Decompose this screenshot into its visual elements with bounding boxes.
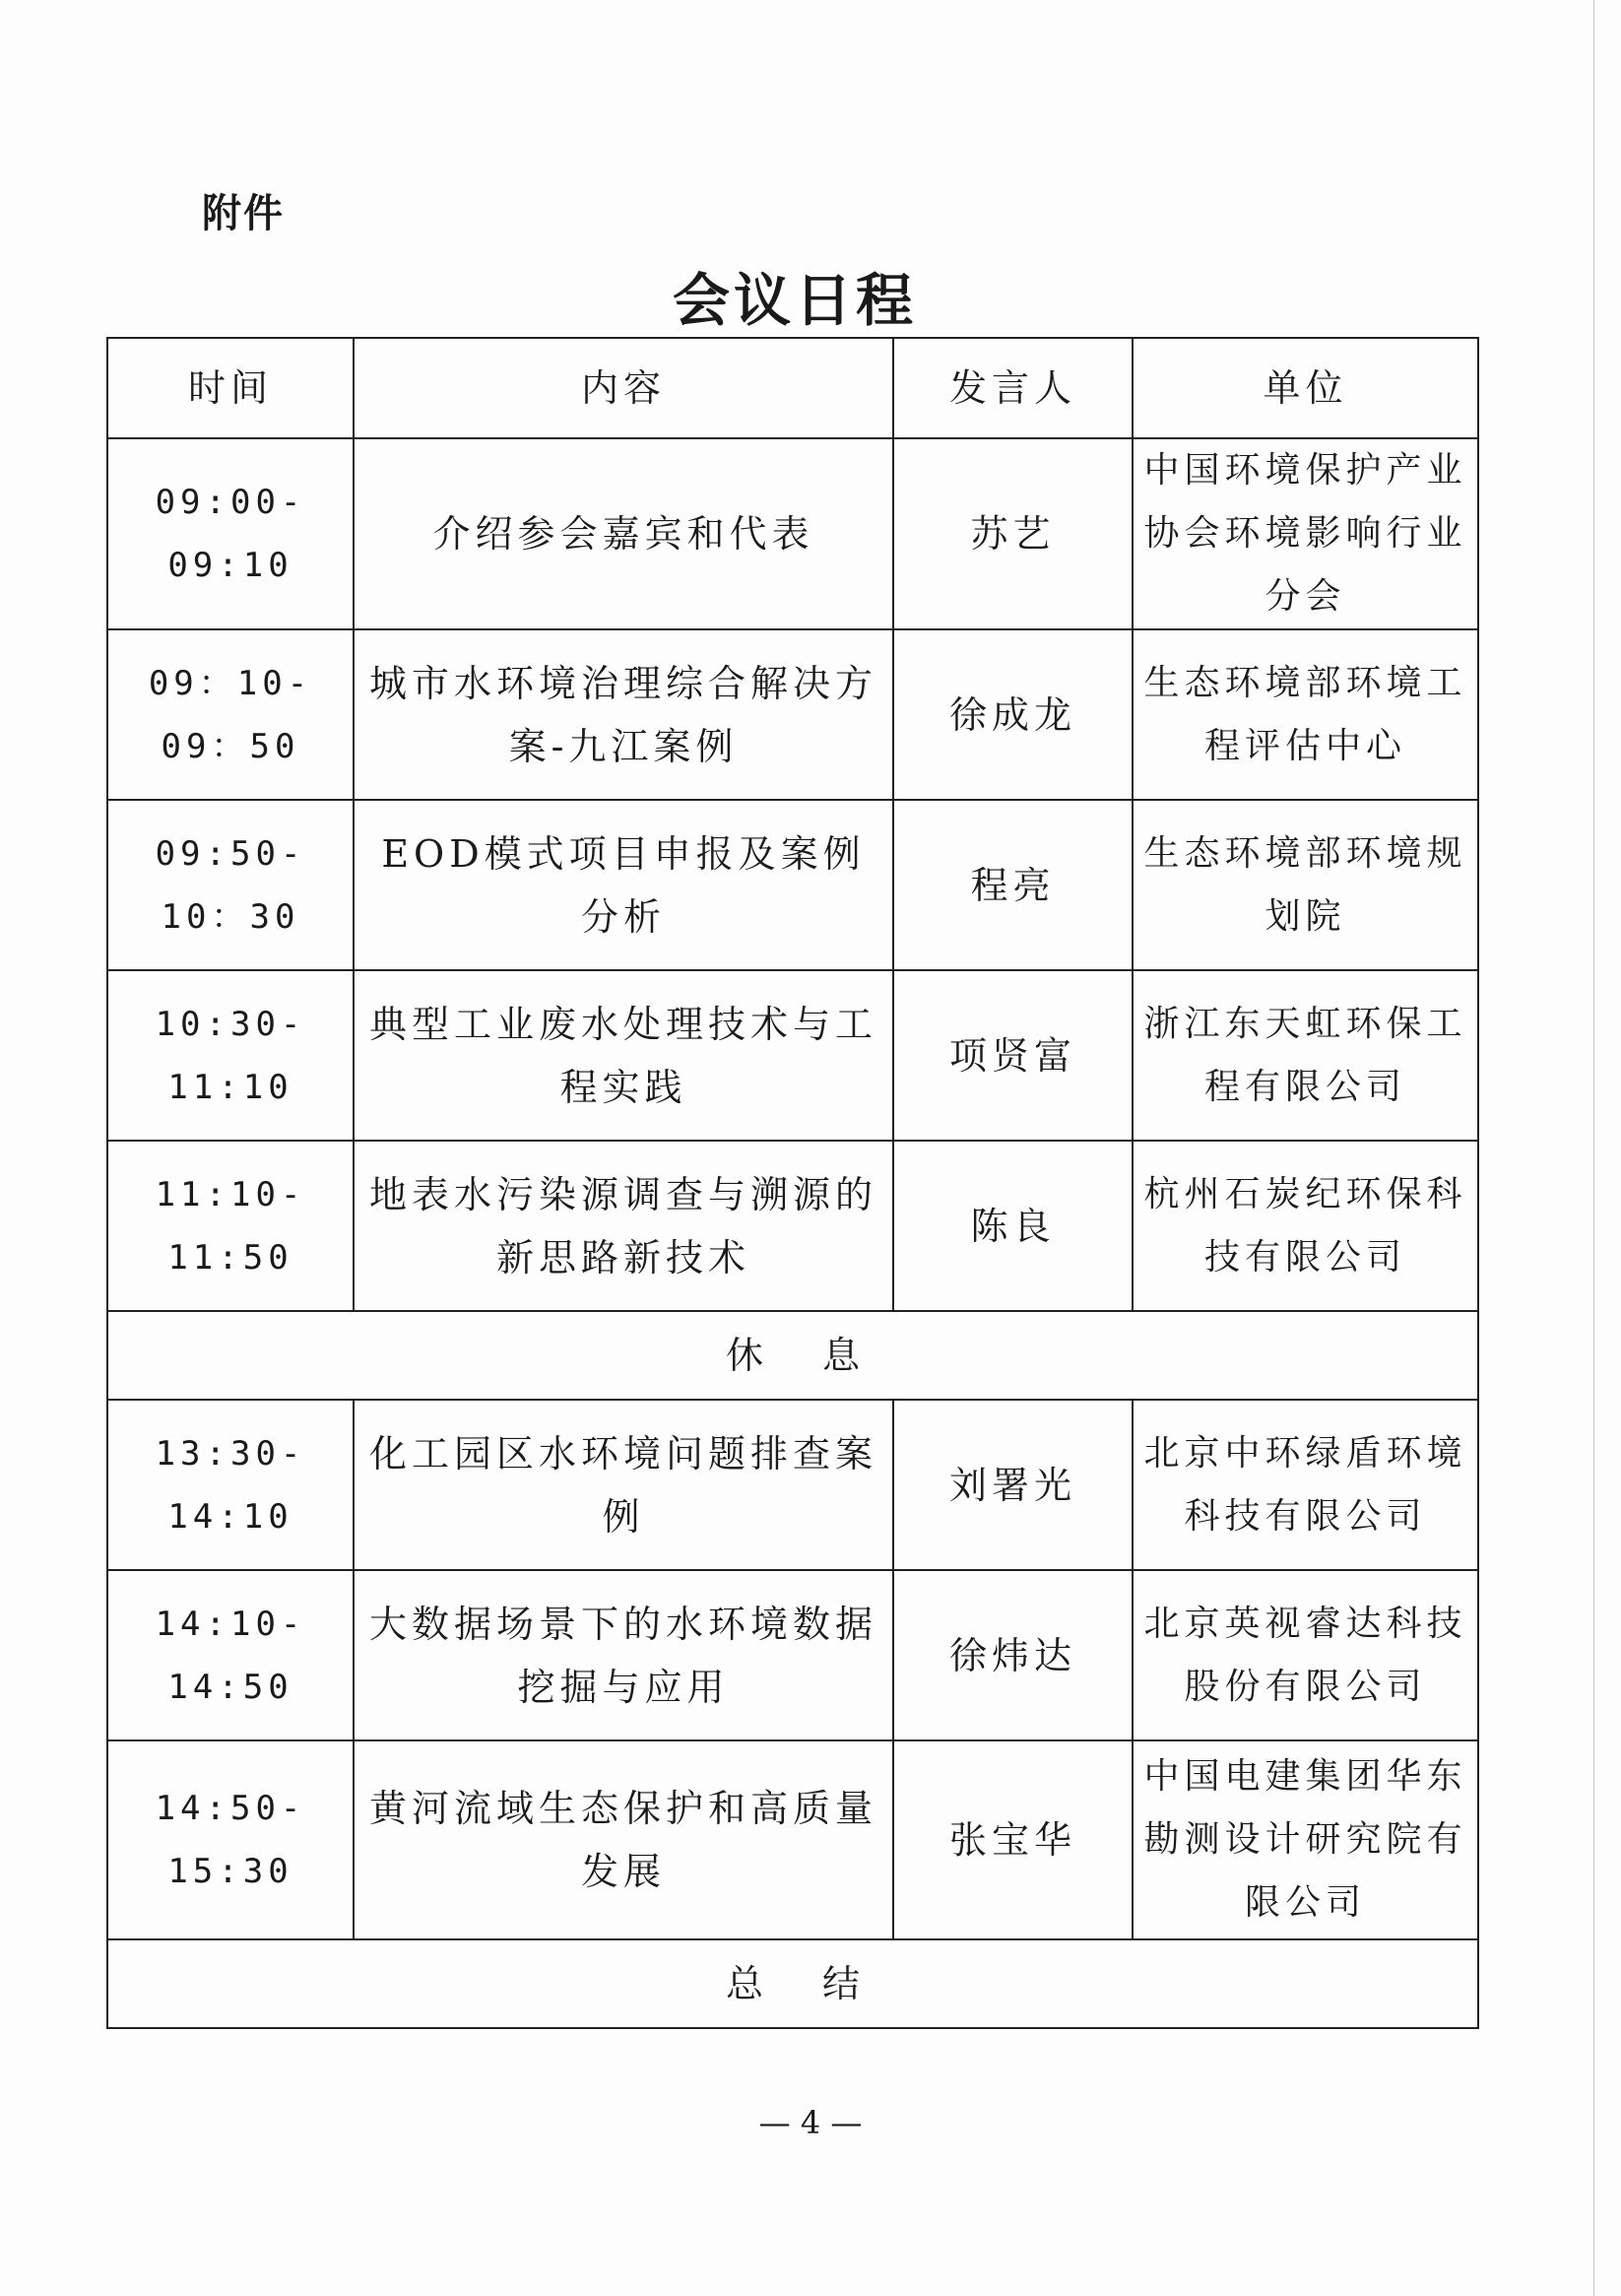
table-row xyxy=(107,1400,1478,1570)
schedule-table xyxy=(106,337,1479,2029)
cell-content: EOD模式项目申报及案例分析 xyxy=(354,800,893,970)
cell-content: 城市水环境治理综合解决方案-九江案例 xyxy=(354,629,893,800)
header-speaker: 发言人 xyxy=(893,338,1133,438)
cell-content: 典型工业废水处理技术与工程实践 xyxy=(354,970,893,1141)
cell-time: 13:30-14:10 xyxy=(107,1400,354,1570)
summary-cell xyxy=(107,1939,1478,2028)
table-row xyxy=(107,800,1478,970)
summary-label: 总结 xyxy=(725,1962,919,2005)
cell-unit: 北京中环绿盾环境科技有限公司 xyxy=(1133,1400,1478,1570)
cell-speaker: 陈良 xyxy=(893,1141,1133,1311)
cell-unit: 北京英视睿达科技股份有限公司 xyxy=(1133,1570,1478,1740)
cell-speaker: 苏艺 xyxy=(893,438,1133,629)
page-number: — 4 — xyxy=(758,2104,863,2141)
cell-time: 14:50-15:30 xyxy=(107,1740,354,1939)
cell-speaker: 徐成龙 xyxy=(893,629,1133,800)
table-row xyxy=(107,629,1478,800)
header-unit: 单位 xyxy=(1133,338,1478,438)
cell-speaker: 项贤富 xyxy=(893,970,1133,1141)
table-row xyxy=(107,970,1478,1141)
table-row xyxy=(107,438,1478,629)
cell-speaker: 张宝华 xyxy=(893,1740,1133,1939)
cell-content: 黄河流域生态保护和高质量发展 xyxy=(354,1740,893,1939)
cell-time: 10:30-11:10 xyxy=(107,970,354,1141)
cell-unit: 杭州石炭纪环保科技有限公司 xyxy=(1133,1141,1478,1311)
header-time: 时间 xyxy=(107,338,354,438)
cell-content: 介绍参会嘉宾和代表 xyxy=(354,438,893,629)
page-title-text: 会议日程 xyxy=(672,267,917,334)
cell-content: 化工园区水环境问题排查案例 xyxy=(354,1400,893,1570)
table-header-row xyxy=(107,338,1478,438)
break-row xyxy=(107,1311,1478,1400)
cell-time: 14:10-14:50 xyxy=(107,1570,354,1740)
summary-row xyxy=(107,1939,1478,2028)
cell-unit: 浙江东天虹环保工程有限公司 xyxy=(1133,970,1478,1141)
table-row xyxy=(107,1570,1478,1740)
cell-time: 09：10-09：50 xyxy=(107,629,354,800)
cell-unit: 中国电建集团华东勘测设计研究院有限公司 xyxy=(1133,1740,1478,1939)
break-cell xyxy=(107,1311,1478,1400)
table-row xyxy=(107,1740,1478,1939)
cell-unit: 生态环境部环境规划院 xyxy=(1133,800,1478,970)
cell-speaker: 徐炜达 xyxy=(893,1570,1133,1740)
cell-unit: 生态环境部环境工程评估中心 xyxy=(1133,629,1478,800)
cell-speaker: 刘署光 xyxy=(893,1400,1133,1570)
header-content: 内容 xyxy=(354,338,893,438)
table-row xyxy=(107,1141,1478,1311)
cell-time: 11:10-11:50 xyxy=(107,1141,354,1311)
cell-content: 大数据场景下的水环境数据挖掘与应用 xyxy=(354,1570,893,1740)
page-edge-line xyxy=(1593,0,1594,2296)
break-label: 休息 xyxy=(725,1334,919,1377)
cell-time: 09:00-09:10 xyxy=(107,438,354,629)
cell-time: 09:50-10：30 xyxy=(107,800,354,970)
cell-speaker: 程亮 xyxy=(893,800,1133,970)
cell-content: 地表水污染源调查与溯源的新思路新技术 xyxy=(354,1141,893,1311)
cell-unit: 中国环境保护产业协会环境影响行业分会 xyxy=(1133,438,1478,629)
attachment-label: 附件 xyxy=(202,191,285,236)
page-title xyxy=(0,254,1621,337)
